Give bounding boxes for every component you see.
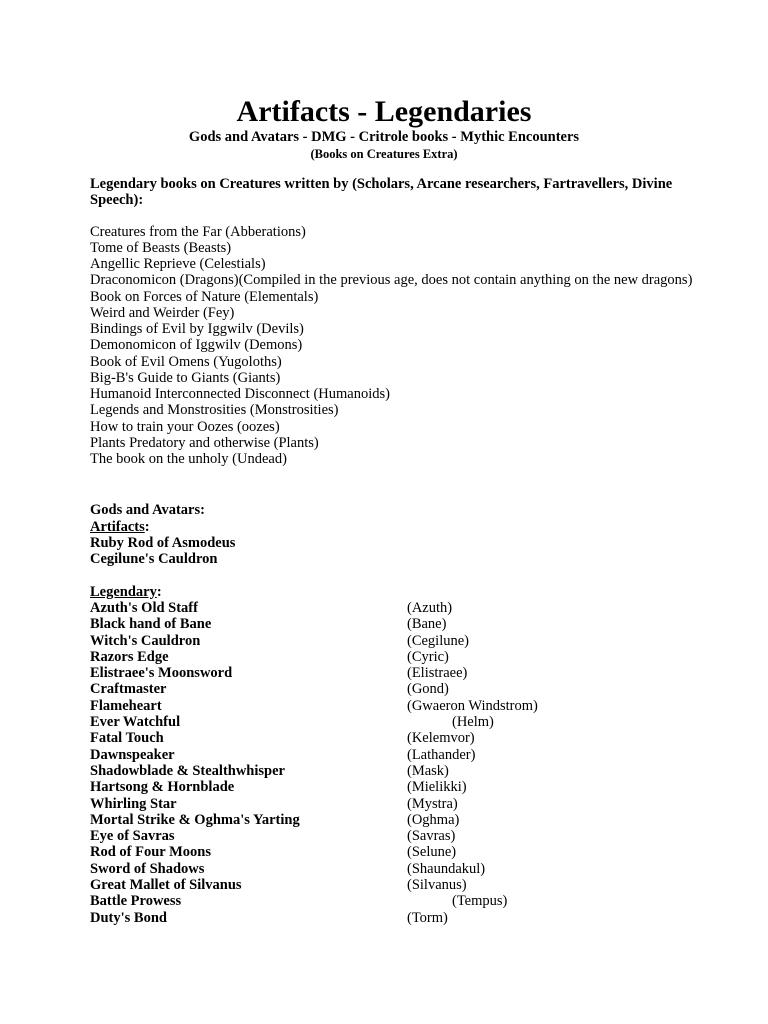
list-item: Bindings of Evil by Iggwilv (Devils) — [90, 321, 304, 337]
list-item: Big-B's Guide to Giants (Giants) — [90, 369, 281, 386]
legendary-item: Flameheart — [90, 697, 162, 714]
legendary-item: Witch's Cauldron — [90, 632, 201, 649]
list-item: Plants Predatory and otherwise (Plants) — [90, 434, 319, 451]
legendary-deity: (Mask) — [407, 762, 449, 779]
legendary-item: Eye of Savras — [90, 828, 175, 845]
list-item: Humanoid Interconnected Disconnect (Humanoids) — [90, 386, 390, 402]
creature-books-list — [90, 224, 730, 468]
legendary-item: Razors Edge — [90, 648, 169, 665]
legendary-item: Great Mallet of Silvanus — [90, 877, 242, 894]
legendary-deity: (Cegilune) — [407, 632, 470, 649]
artifacts-heading-label: Artifacts — [90, 518, 145, 535]
list-item: Book on Forces of Nature (Elementals) — [90, 288, 319, 305]
legendary-deity: (Mystra) — [407, 795, 458, 812]
legendary-row — [90, 714, 650, 730]
list-item: Weird and Weirder (Fey) — [90, 304, 235, 321]
legendary-row — [90, 730, 650, 746]
list-item: Tome of Beasts (Beasts) — [90, 239, 232, 256]
legendary-deity: (Cyric) — [407, 648, 449, 665]
legendary-row — [90, 763, 650, 779]
legendary-item: Azuth's Old Staff — [90, 600, 198, 616]
legendary-item: Ever Watchful — [90, 714, 181, 731]
page-title: Artifacts - Legendaries — [236, 95, 532, 128]
legendary-deity: (Helm) — [452, 714, 494, 731]
legendary-item: Craftmaster — [90, 681, 167, 698]
legendary-row — [90, 877, 650, 893]
legendary-deity: (Azuth) — [407, 600, 453, 616]
list-item: How to train your Oozes (oozes) — [90, 418, 280, 435]
legendary-heading-colon: : — [156, 583, 162, 600]
legendary-deity: (Savras) — [407, 828, 456, 845]
legendary-deity: (Gond) — [407, 681, 449, 698]
legendary-row — [90, 681, 650, 697]
legendary-deity: (Selune) — [407, 844, 457, 861]
list-item: Creatures from the Far (Abberations) — [90, 223, 306, 240]
artifacts-list — [90, 535, 235, 568]
legendary-item: Battle Prowess — [90, 893, 182, 910]
legendary-deity: (Elistraee) — [407, 665, 468, 682]
list-item: Legends and Monstrosities (Monstrosities) — [90, 402, 339, 419]
legendary-row — [90, 812, 650, 828]
legendary-deity: (Oghma) — [407, 811, 460, 828]
list-item: The book on the unholy (Undead) — [90, 451, 287, 467]
page-subtitle-extra: (Books on Creatures Extra) — [310, 147, 458, 161]
legendary-row — [90, 747, 650, 763]
legendary-row — [90, 828, 650, 844]
legendary-item: Sword of Shadows — [90, 860, 205, 877]
legendary-deity: (Kelemvor) — [407, 730, 475, 747]
legendary-row — [90, 649, 650, 665]
legendary-row — [90, 779, 650, 795]
list-item: Demonomicon of Iggwilv (Demons) — [90, 337, 303, 354]
legendary-list — [90, 600, 650, 926]
legendary-heading — [90, 584, 162, 600]
legendary-deity: (Tempus) — [452, 893, 508, 910]
legendary-row — [90, 844, 650, 860]
legendary-row — [90, 910, 650, 926]
legendary-deity: (Shaundakul) — [407, 860, 486, 877]
legendary-row — [90, 616, 650, 632]
legendary-row — [90, 698, 650, 714]
artifacts-heading-colon: : — [144, 518, 150, 535]
list-item: Cegilune's Cauldron — [90, 550, 218, 567]
legendary-item: Dawnspeaker — [90, 746, 175, 763]
legendary-row — [90, 600, 650, 616]
list-item: Ruby Rod of Asmodeus — [90, 534, 236, 551]
legendary-row — [90, 796, 650, 812]
legendary-deity: (Lathander) — [407, 746, 476, 763]
list-item: Angellic Reprieve (Celestials) — [90, 256, 266, 272]
list-item: Book of Evil Omens (Yugoloths) — [90, 353, 282, 370]
legendary-row — [90, 633, 650, 649]
legendary-item: Elistraee's Moonsword — [90, 665, 233, 682]
legendary-deity: (Torm) — [407, 909, 448, 926]
legendary-deity: (Bane) — [407, 616, 447, 633]
legendary-deity: (Gwaeron Windstrom) — [407, 697, 538, 714]
legendary-row — [90, 893, 650, 909]
legendary-heading-label: Legendary — [90, 583, 157, 600]
legendary-deity: (Silvanus) — [407, 877, 467, 894]
legendary-deity: (Mielikki) — [407, 779, 467, 796]
gods-avatars-heading: Gods and Avatars: — [90, 502, 205, 518]
legendary-item: Black hand of Bane — [90, 616, 212, 633]
artifacts-heading — [90, 519, 150, 535]
list-item: Draconomicon (Dragons)(Compiled in the previous age, does not contain anything on the new dragons) — [90, 272, 693, 289]
page-subtitle: Gods and Avatars - DMG - Critrole books - Mythic Encounters — [188, 129, 580, 145]
legendary-item: Whirling Star — [90, 795, 177, 812]
intro-paragraph: Legendary books on Creatures written by (Scholars, Arcane researchers, Fartravellers, Divine Speech): — [90, 176, 673, 209]
legendary-item: Duty's Bond — [90, 909, 167, 926]
legendary-item: Fatal Touch — [90, 730, 164, 747]
legendary-item: Shadowblade & Stealthwhisper — [90, 762, 285, 779]
legendary-item: Hartsong & Hornblade — [90, 779, 235, 796]
legendary-row — [90, 665, 650, 681]
legendary-item: Mortal Strike & Oghma's Yarting — [90, 811, 300, 828]
legendary-row — [90, 861, 650, 877]
legendary-item: Rod of Four Moons — [90, 844, 211, 861]
